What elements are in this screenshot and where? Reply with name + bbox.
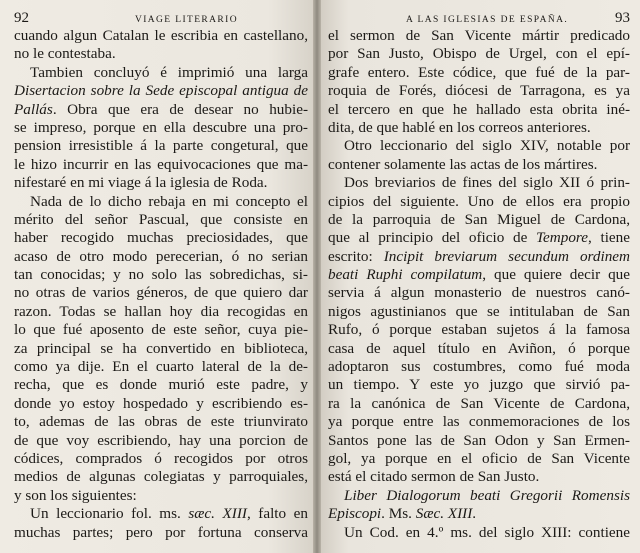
text-line: nigos agustinianos que se intitulaban de San xyxy=(328,302,630,320)
italic-text: Disertacion sobre la Sede episcopal antigua de xyxy=(14,82,308,100)
text-line: el tercero en que he hallado esta obrita iné- xyxy=(328,100,630,118)
text-line: mérito del señor Pascual, que consiste en xyxy=(14,210,308,228)
text-line: servia á algun monasterio de nuestros canó- xyxy=(328,284,630,302)
text-line: tan conocidas; y no solo las sobredichas, si- xyxy=(14,266,308,284)
text-line: acaso de otro modo perecerian, ó no serian xyxy=(14,247,308,265)
text-line: razon. Todas se hallan hoy dia recogidas en xyxy=(14,302,308,320)
text-line: no le contestaba. xyxy=(14,45,116,63)
text-span: que al principio del oficio de xyxy=(328,229,536,247)
text-line: muchas partes; pero por fortuna conserva xyxy=(14,523,308,541)
left-page xyxy=(0,0,316,553)
text-line: ya porque entre las conmemoraciones de los xyxy=(328,413,630,431)
text-span: Un leccionario fol. ms. xyxy=(30,505,189,523)
italic-text: Episcopi xyxy=(328,505,382,523)
text-line: donde yo estoy hospedado y escribiendo es- xyxy=(14,394,308,412)
text-line: códices, comprados ó recogidos por otros xyxy=(14,449,308,467)
text-line: recha, que es donde murió este padre, y xyxy=(14,376,308,394)
text-line: no otras de varios géneros, de que quiero dar xyxy=(14,284,308,302)
text-line xyxy=(14,82,308,100)
text-line: Dos breviarios de fines del siglo XII ó prin- xyxy=(344,174,630,192)
text-line xyxy=(328,266,630,284)
right-page-text xyxy=(328,27,630,542)
text-line: medios de algunas colegiatas y parroquiales, xyxy=(14,468,308,486)
text-line: gol, ya porque en el oficio de San Vicente xyxy=(328,449,630,467)
text-line: lo que fué aposento de este señor, cuya pie- xyxy=(14,321,308,339)
right-page-number: 93 xyxy=(615,10,630,26)
text-span: , falto en xyxy=(246,505,308,523)
text-line: Rufo, ó porque estaban sujetos á la famosa xyxy=(328,321,630,339)
text-line xyxy=(328,505,630,523)
text-line: cipios del siguiente. Uno de ellos era propio xyxy=(328,192,630,210)
italic-text: beati Ruphi compilatum xyxy=(328,266,483,284)
text-line xyxy=(14,101,308,119)
text-line: le hizo incurrir en las equivocaciones que ma- xyxy=(14,155,308,173)
text-line: dita, de que hablé en los correos anteriores. xyxy=(328,118,591,136)
text-line xyxy=(328,229,630,247)
text-line: za principal se ha convertido en biblioteca, xyxy=(14,339,308,357)
text-line: to, ademas de las obras de este triunvirato xyxy=(14,413,308,431)
text-line: por San Justo, Obispo de Urgel, con el epí- xyxy=(328,45,630,63)
italic-text: Sæc. XIII xyxy=(415,505,473,523)
italic-text: Tempore xyxy=(535,229,589,247)
text-line: ra la canónica de San Vicente de Cardona, xyxy=(328,394,630,412)
text-line: grafe entero. Este códice, que fué de la par- xyxy=(328,63,630,81)
text-line: un tiempo. Y este yo juzgo que sirvió pa- xyxy=(328,376,630,394)
left-page-number: 92 xyxy=(14,10,29,26)
right-running-head: A LAS IGLESIAS DE ESPAÑA. xyxy=(406,15,569,25)
text-line: Santos pone las de San Odon y San Ermen- xyxy=(328,431,630,449)
text-span: . Ms. xyxy=(381,505,416,523)
text-line: el sermon de San Vicente mártir predicado xyxy=(328,27,630,44)
text-line: Nada de lo dicho rebaja en mi concepto el xyxy=(30,192,308,210)
text-line: como ya dije. En el cuarto lateral de la de- xyxy=(14,358,308,376)
right-page-header xyxy=(328,10,630,25)
right-page xyxy=(316,0,640,553)
text-line xyxy=(328,487,630,505)
italic-text: Liber Dialogorum beati Gregorii Romensis xyxy=(344,486,630,504)
italic-text: Incipit breviarum secundum ordinem xyxy=(383,247,630,265)
text-line xyxy=(328,248,630,266)
left-page-text xyxy=(14,27,308,542)
text-line: cuando algun Catalan le escribia en castellano, xyxy=(14,27,308,44)
text-line: haber recogido muchas preciosidades, que xyxy=(14,229,308,247)
left-running-head: VIAGE LITERARIO xyxy=(134,15,238,25)
text-line: se impreso, porque en ella descubre una pro- xyxy=(14,118,308,136)
text-line: Otro leccionario del siglo XIV, notable por xyxy=(344,137,630,155)
text-line: contener solamente las actas de los mártires. xyxy=(328,155,598,173)
text-line: Tambien concluyó é imprimió una larga xyxy=(30,63,308,81)
text-line xyxy=(14,505,308,523)
text-span: . xyxy=(472,505,477,523)
text-line: pension irresistible á la parte congetural, que xyxy=(14,137,308,155)
text-line: de que voy escribiendo, hay una porcion de xyxy=(14,431,308,449)
italic-text: Pallás xyxy=(14,100,53,118)
text-line: Un Cod. en 4.º ms. del siglo XIII: contiene xyxy=(344,523,630,541)
text-line: está el citado sermon de San Justo. xyxy=(328,468,540,486)
text-line: de la parroquia de San Miguel de Cardona, xyxy=(328,210,630,228)
left-page-header xyxy=(14,10,308,25)
text-span: escrito: xyxy=(328,247,384,265)
text-line: roquia de Forés, diócesi de Tarragona, es ya xyxy=(328,82,630,100)
text-line: y son los siguientes: xyxy=(14,486,137,504)
book-gutter xyxy=(313,0,321,553)
text-line: casa de aquel título en Aviñon, ó porque xyxy=(328,339,630,357)
text-line: nifestaré en mi viage á la iglesia de Roda. xyxy=(14,174,268,192)
text-span: , que quiere decir que xyxy=(482,266,630,284)
italic-text: sæc. XIII xyxy=(188,505,247,523)
text-span: , tiene xyxy=(588,229,630,247)
text-line: adoptaron sus costumbres, como fué moda xyxy=(328,358,630,376)
text-span: . Obra que era de desear no hubie- xyxy=(52,100,308,118)
